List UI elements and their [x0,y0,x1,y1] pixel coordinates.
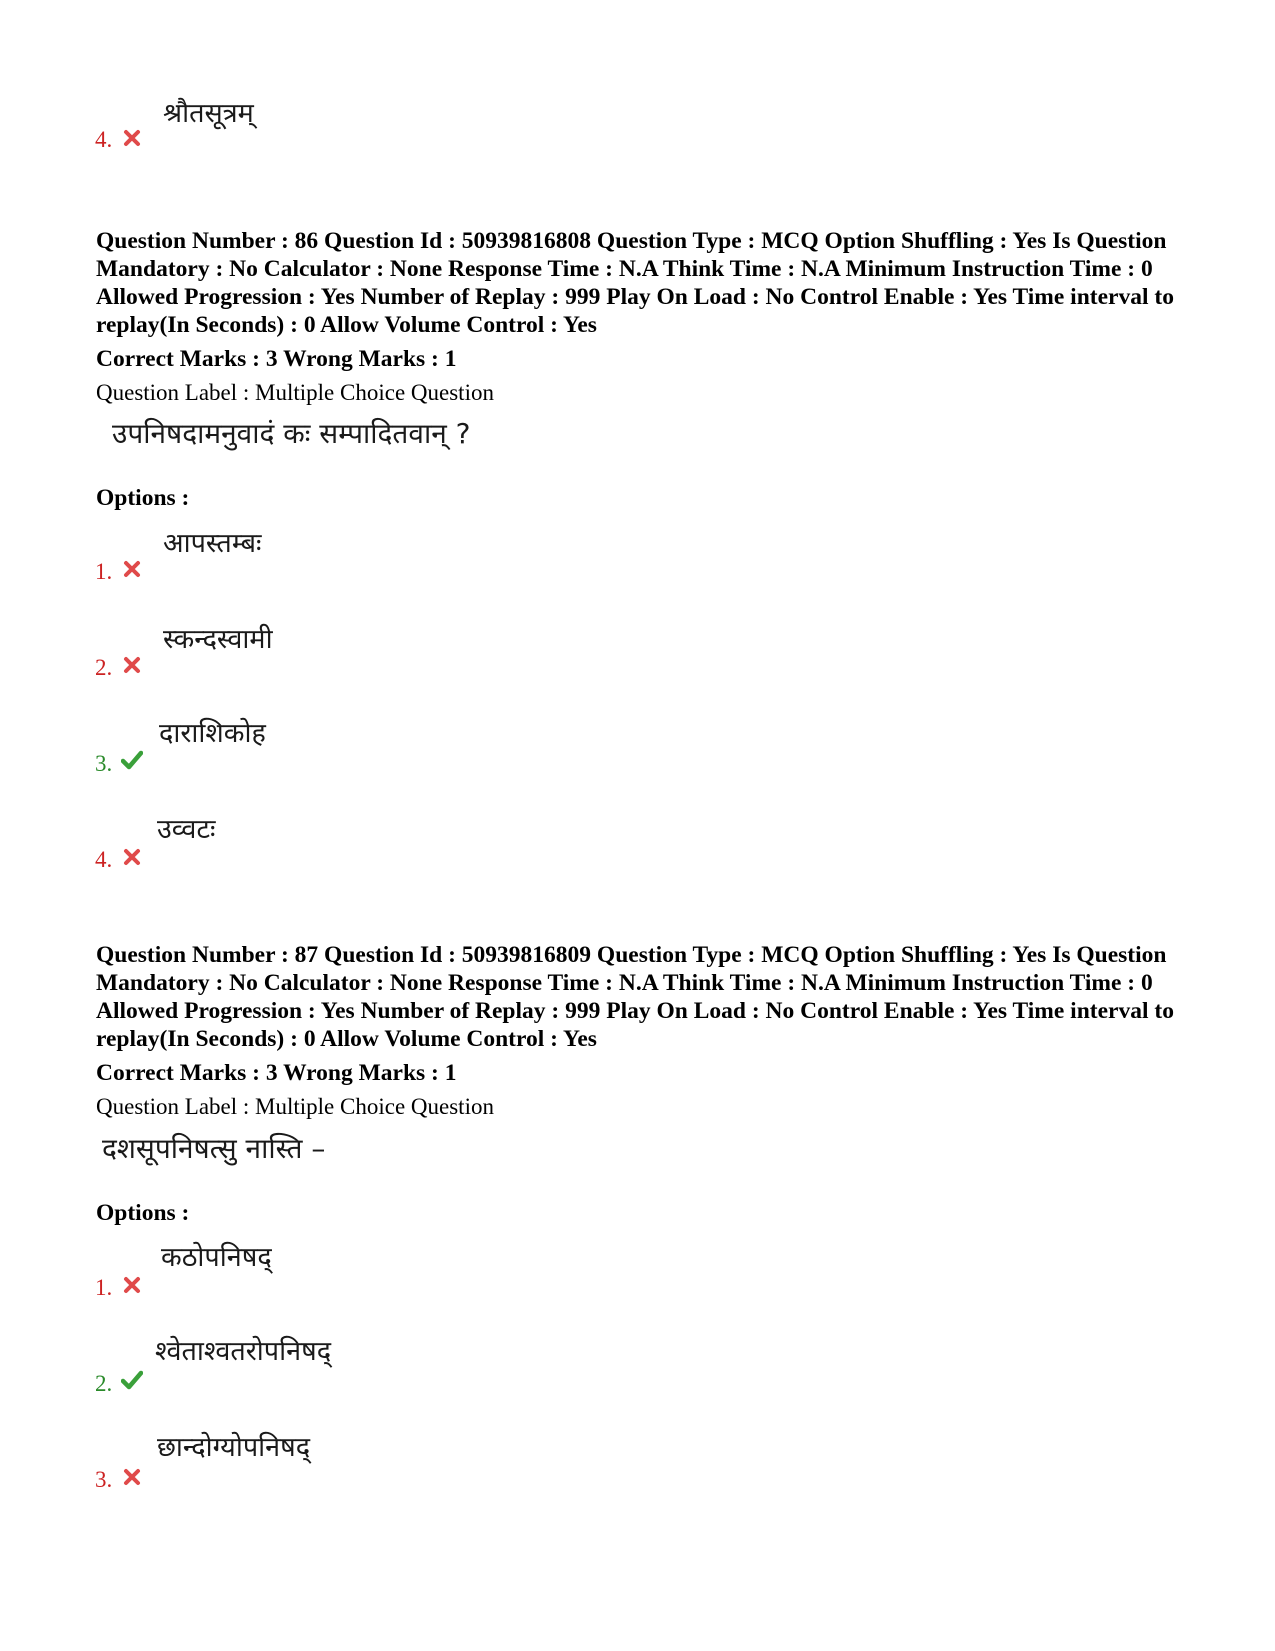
option-text: श्रौतसूत्रम् [163,98,254,129]
cross-icon [123,1468,141,1486]
cross-icon [123,1276,141,1294]
option-text: उव्वटः [157,814,216,845]
check-icon [121,750,143,770]
question-label: Question Label : Multiple Choice Question [96,380,494,405]
options-heading: Options : [96,485,190,511]
check-icon [121,1370,143,1390]
option-item [95,1242,695,1316]
option-number: 3. [95,1467,113,1492]
question-text: दशसूपनिषत्सु नास्ति – [102,1132,326,1165]
option-number: 4. [95,847,113,872]
option-text: दाराशिकोह [159,718,266,749]
option-number: 1. [95,559,113,584]
cross-icon [123,560,141,578]
option-item [95,98,695,172]
question-marks: Correct Marks : 3 Wrong Marks : 1 [96,346,457,372]
cross-icon [123,129,141,147]
option-number: 3. [95,751,113,776]
option-text: छान्दोग्योपनिषद् [157,1432,311,1463]
question-text: उपनिषदामनुवादं कः सम्पादितवान् ? [112,417,471,450]
option-number: 2. [95,655,113,680]
cross-icon [123,656,141,674]
option-item [95,624,695,696]
option-text: आपस्तम्बः [163,528,262,559]
option-item [95,718,695,792]
options-heading: Options : [96,1200,190,1226]
question-label: Question Label : Multiple Choice Question [96,1094,494,1119]
question-block [96,941,1196,1121]
option-number: 1. [95,1275,113,1300]
option-item [95,1336,695,1412]
option-number: 2. [95,1371,113,1396]
option-text: स्कन्दस्वामी [163,624,273,655]
option-number: 4. [95,127,113,152]
question-block [96,227,1196,407]
option-item [95,814,695,888]
question-meta: Question Number : 87 Question Id : 50939816809 Question Type : MCQ Option Shuffling : Yes Is Question Mandatory : No Calculator : None Response Time : N.A Think Time : N.A Minimum Instruction Time : 0 Allowed Progression : Yes Number of Replay : 999 Play On Load : No Control Enable : Yes Time interval to replay(In Seconds) : 0 Allow Volume Control : Yes [96,942,1174,1052]
option-item [95,1432,695,1508]
option-text: कठोपनिषद् [161,1242,272,1273]
option-text: श्वेताश्वतरोपनिषद् [155,1336,332,1367]
cross-icon [123,848,141,866]
question-meta: Question Number : 86 Question Id : 50939816808 Question Type : MCQ Option Shuffling : Yes Is Question Mandatory : No Calculator : None Response Time : N.A Think Time : N.A Minimum Instruction Time : 0 Allowed Progression : Yes Number of Replay : 999 Play On Load : No Control Enable : Yes Time interval to replay(In Seconds) : 0 Allow Volume Control : Yes [96,228,1174,338]
question-marks: Correct Marks : 3 Wrong Marks : 1 [96,1060,457,1086]
option-item [95,528,695,600]
